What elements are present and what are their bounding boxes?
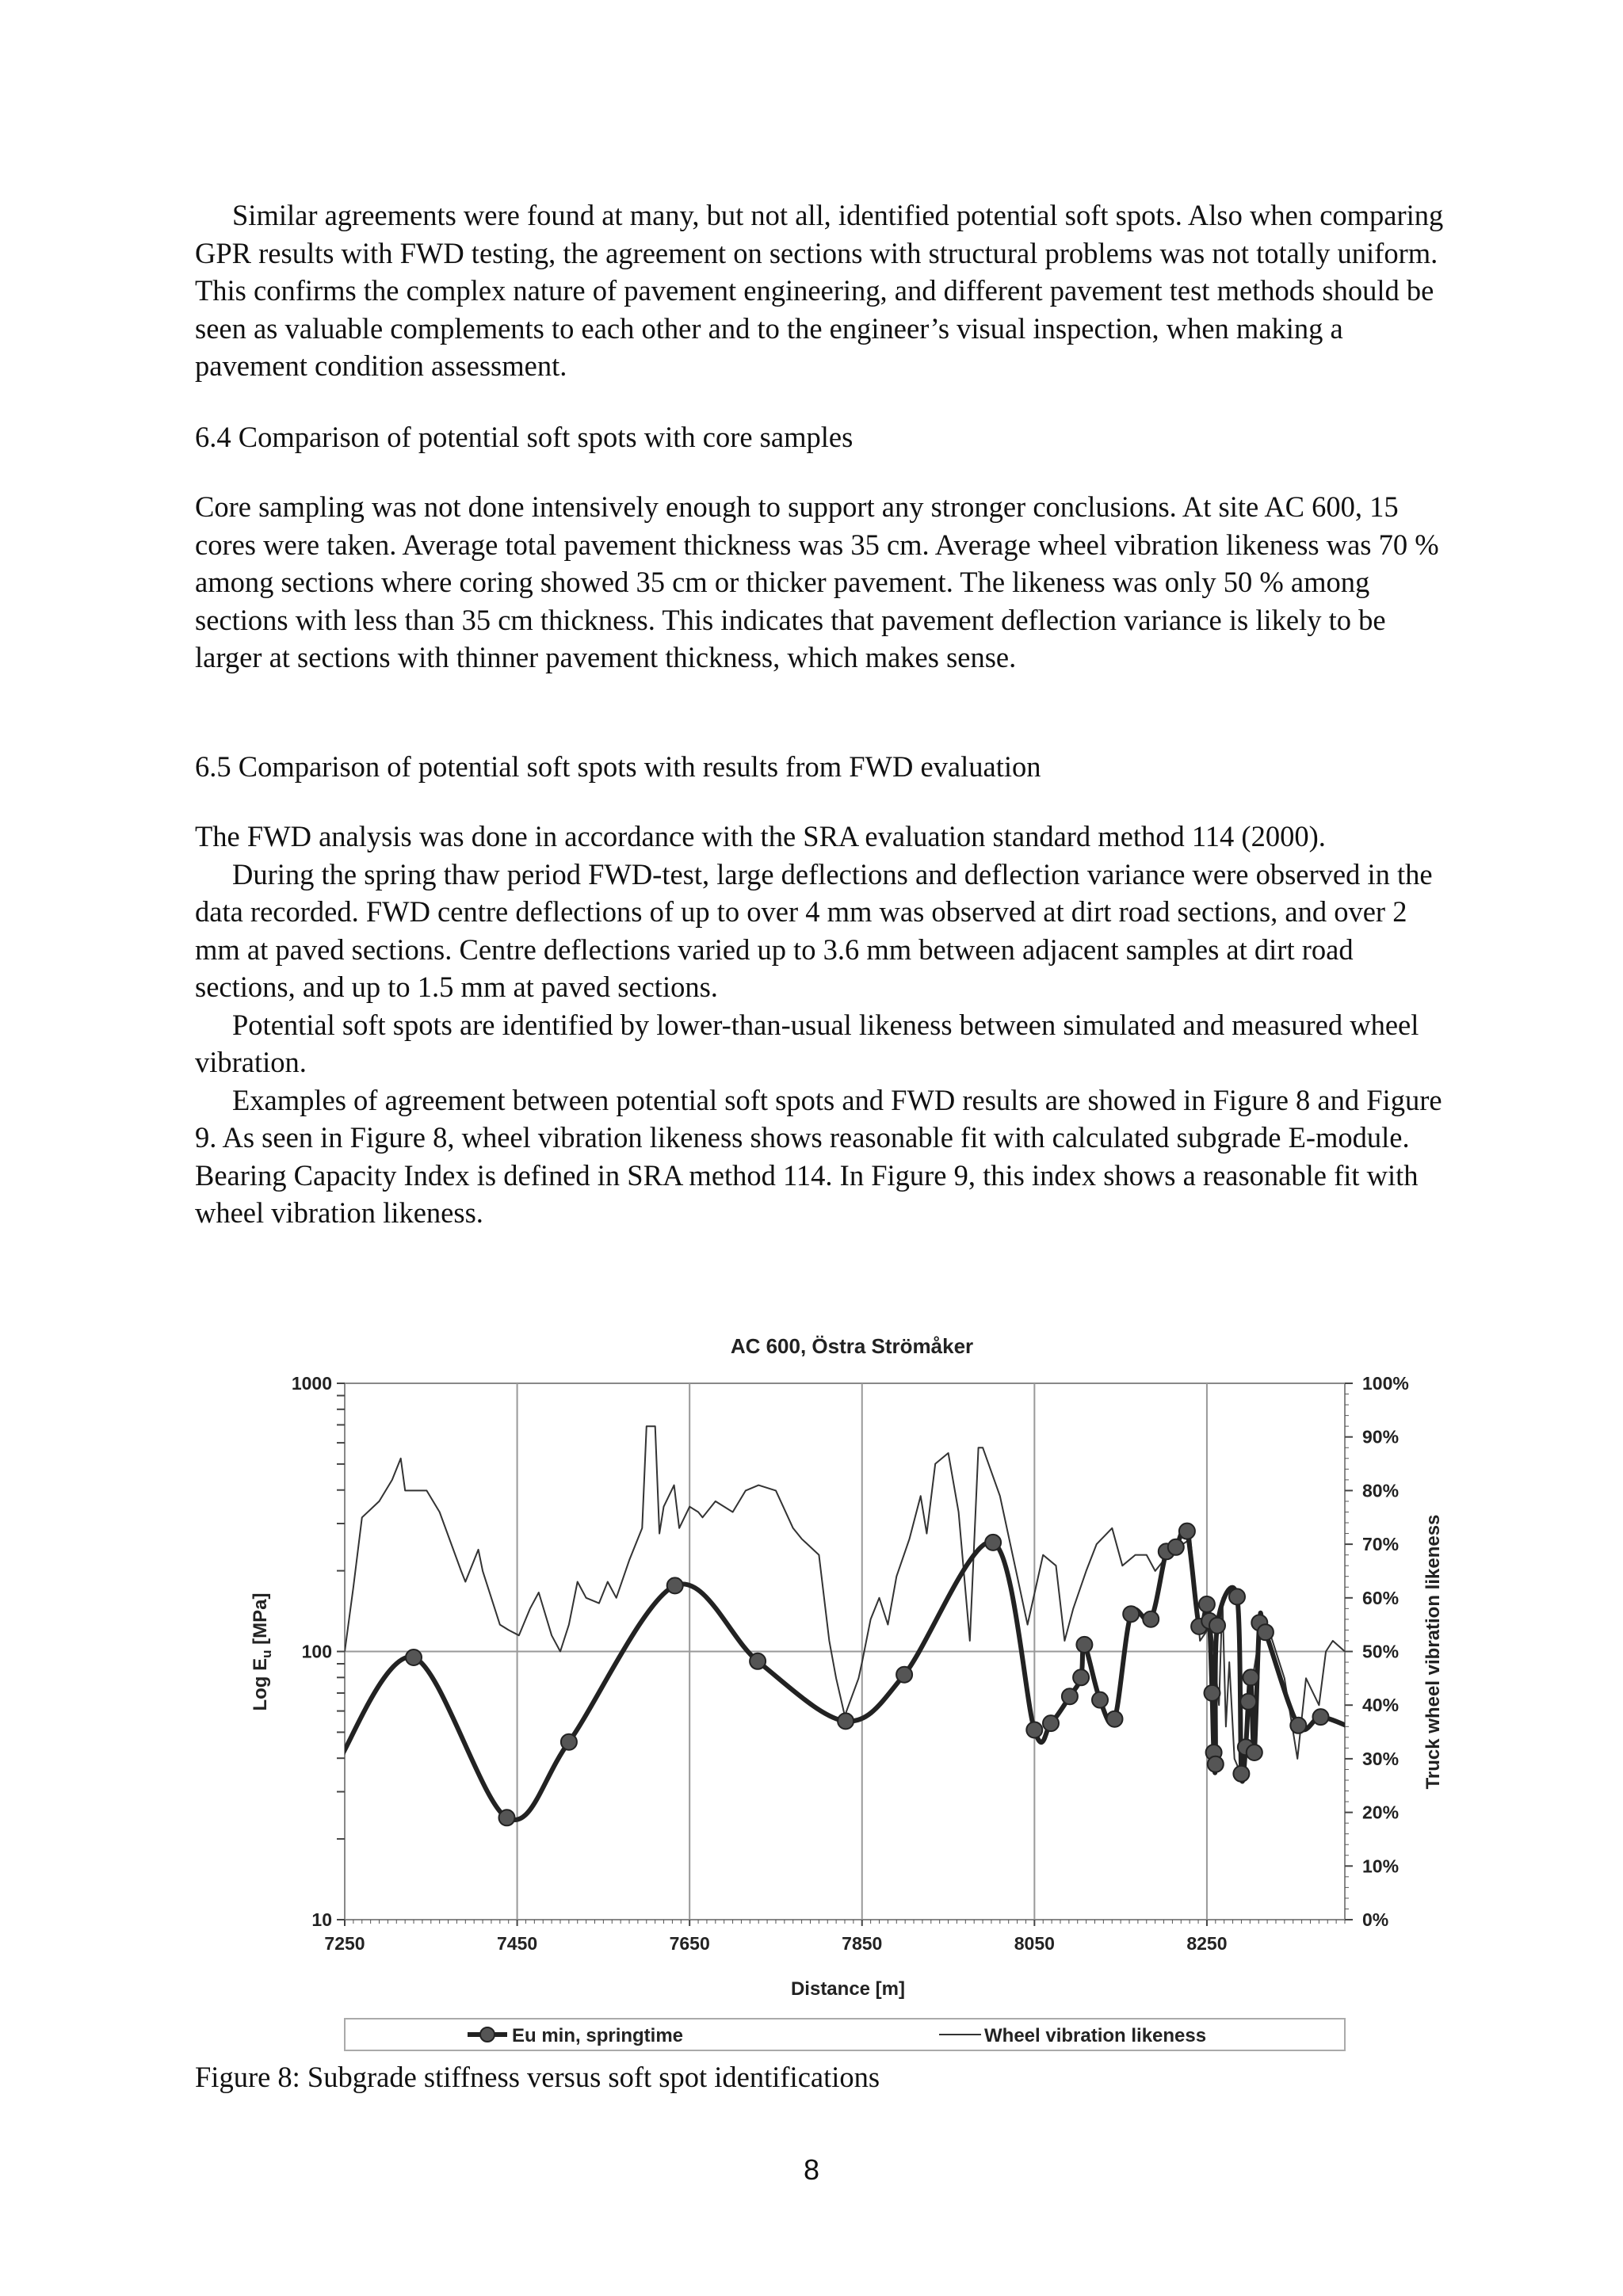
y-right-tick-label: 30% (1362, 1748, 1400, 1769)
x-tick-label: 8050 (1014, 1933, 1055, 1954)
paragraph-6: Examples of agreement between potential soft spots and FWD results are showed in Figure 8 and Figure 9. As seen in Figure 8, wheel vibration likeness shows reasonable fit with calculated subgrade E-module. Bearing Capacity Index is defined in SRA method 114. In Figure 9, this index shows a reasonable fit with wheel vibration likeness. (195, 1083, 1442, 1229)
eu-data-point (896, 1667, 912, 1683)
chart-title: AC 600, Östra Strömåker (730, 1334, 974, 1358)
paragraph-1: Similar agreements were found at many, but not all, identified potential soft spots. Also when comparing GPR results with FWD testing, the agreement on sections with structural problems was not totally uniform. This confirms the complex nature of pavement engineering, and different pavement test methods should be seen as valuable complements to each other and to the engineer’s visual inspection, when making a pavement condition assessment. (195, 199, 1444, 382)
eu-data-point (1143, 1611, 1159, 1627)
y-left-axis-ticks (292, 1373, 332, 1930)
legend-eu-label: Eu min, springtime (512, 2025, 684, 2046)
legend (345, 2019, 1345, 2050)
paragraph-5: Potential soft spots are identified by lower-than-usual likeness between simulated and measured wheel vibration. (195, 1008, 1419, 1078)
eu-data-point (1313, 1709, 1329, 1725)
section-heading-6-5: 6.5 Comparison of potential soft spots with results from FWD evaluation (195, 750, 1041, 783)
x-tick-label: 8250 (1186, 1933, 1228, 1954)
paragraph-block-2 (195, 488, 1447, 677)
y-right-axis-label: Truck wheel vibration likeness (1423, 1514, 1444, 1790)
eu-data-point (1107, 1711, 1123, 1727)
x-tick-label: 7450 (497, 1933, 538, 1954)
y-left-label-suffix: [MPa] (250, 1592, 271, 1650)
y-right-tick-label: 70% (1362, 1534, 1400, 1555)
eu-data-point (1179, 1524, 1195, 1539)
eu-data-point (1208, 1756, 1224, 1772)
paragraph-block-3 (195, 818, 1447, 1232)
x-axis-label: Distance [m] (790, 1978, 906, 2000)
x-axis-ticks (324, 1920, 1227, 1954)
y-right-tick-label: 10% (1362, 1855, 1400, 1877)
eu-data-point (1168, 1539, 1184, 1555)
y-left-label-sub: u (259, 1650, 274, 1658)
eu-data-point (1043, 1715, 1059, 1731)
y-right-tick-label: 100% (1362, 1373, 1409, 1394)
legend-eu-marker (480, 2027, 495, 2042)
y-right-axis-ticks (1345, 1373, 1409, 1930)
y-right-tick-label: 0% (1362, 1909, 1389, 1930)
section-heading-6-4: 6.4 Comparison of potential soft spots with core samples (195, 421, 854, 453)
eu-data-point (1233, 1766, 1249, 1782)
x-tick-label: 7250 (324, 1933, 365, 1954)
eu-data-point (1247, 1745, 1262, 1760)
eu-data-point (1092, 1692, 1108, 1708)
x-tick-label: 7850 (842, 1933, 883, 1954)
y-left-label-prefix: Log E (250, 1657, 271, 1711)
eu-data-point (1073, 1669, 1089, 1685)
y-left-axis-label (250, 1592, 274, 1711)
eu-data-point (1240, 1694, 1256, 1710)
eu-data-point (1258, 1624, 1274, 1640)
eu-data-point (1076, 1637, 1092, 1653)
x-tick-label: 7650 (669, 1933, 710, 1954)
paragraph-4: During the spring thaw period FWD-test, large deflections and deflection variance were observed in the data recorded. FWD centre deflections of up to over 4 mm was observed at dirt road sections, and over 2 mm at paved sections. Centre deflections varied up to 3.6 mm between adjacent samples at dirt road sections, and up to 1.5 mm at paved sections. (195, 857, 1433, 1003)
page-number: 8 (803, 2153, 820, 2186)
eu-data-point (1229, 1589, 1245, 1604)
eu-data-point (1123, 1606, 1139, 1622)
y-right-tick-label: 80% (1362, 1480, 1400, 1501)
y-right-tick-label: 50% (1362, 1641, 1400, 1662)
eu-data-point (667, 1577, 683, 1593)
paragraph-2: Core sampling was not done intensively enough to support any stronger conclusions. At site AC 600, 15 cores were taken. Average total pavement thickness was 35 cm. Average wheel vibration likeness was 70 % among sections where coring showed 35 cm or thicker pavement. The likeness was only 50 % among sections with less than 35 cm thickness. This indicates that pavement deflection variance is likely to be larger at sections with thinner pavement thickness, which makes sense. (195, 490, 1439, 673)
paragraph-block-1 (195, 196, 1447, 385)
y-right-tick-label: 90% (1362, 1426, 1400, 1447)
eu-data-point (499, 1810, 515, 1825)
eu-data-point (750, 1653, 766, 1669)
eu-data-point (561, 1734, 577, 1750)
y-left-tick-label: 10 (311, 1909, 332, 1930)
eu-data-point (1290, 1718, 1306, 1733)
eu-data-point (406, 1650, 422, 1665)
eu-data-point (1205, 1685, 1220, 1701)
eu-data-point (985, 1535, 1001, 1550)
paragraph-3: The FWD analysis was done in accordance with the SRA evaluation standard method 114 (2000). (195, 820, 1326, 852)
y-right-tick-label: 20% (1362, 1802, 1400, 1823)
figure-8-chart (0, 1307, 1623, 2060)
eu-data-point (1209, 1618, 1225, 1634)
y-left-tick-label: 1000 (291, 1373, 332, 1394)
eu-data-point (1243, 1669, 1258, 1685)
legend-likeness-label: Wheel vibration likeness (984, 2025, 1207, 2046)
eu-data-point (1026, 1722, 1042, 1738)
eu-data-point (1062, 1688, 1078, 1704)
y-right-tick-label: 60% (1362, 1587, 1400, 1608)
figure-caption: Figure 8: Subgrade stiffness versus soft spot identifications (195, 2061, 880, 2093)
eu-data-point (1199, 1596, 1215, 1612)
y-left-tick-label: 100 (301, 1641, 332, 1662)
y-right-tick-label: 40% (1362, 1695, 1400, 1716)
eu-data-point (838, 1713, 854, 1729)
